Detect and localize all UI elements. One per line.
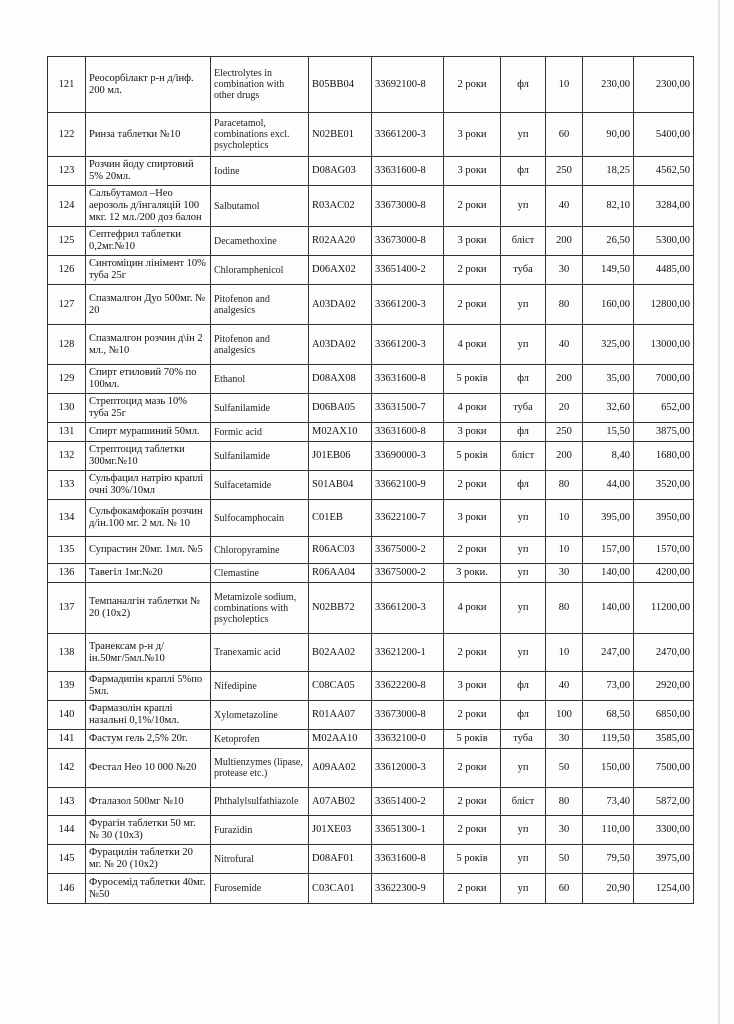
quantity-cell: 200	[546, 227, 583, 256]
inn-name-cell: Nifedipine	[211, 672, 309, 701]
inn-name-cell: Electrolytes in combination with other drugs	[211, 57, 309, 113]
row-number-cell: 132	[48, 442, 86, 471]
table-row	[48, 583, 694, 634]
dk-code-cell: 33661200-3	[372, 113, 444, 157]
row-number-cell: 139	[48, 672, 86, 701]
table-row	[48, 423, 694, 442]
table-row	[48, 365, 694, 394]
unit-cell: туба	[501, 256, 546, 285]
quantity-cell: 10	[546, 634, 583, 672]
medicine-name-cell: Розчин йоду спиртовий 5% 20мл.	[86, 157, 211, 186]
dk-code-cell: 33673000-8	[372, 227, 444, 256]
table-row	[48, 471, 694, 500]
atc-code-cell: M02AX10	[309, 423, 372, 442]
inn-name-cell: Chloramphenicol	[211, 256, 309, 285]
unit-price-cell: 68,50	[583, 701, 634, 730]
table-row	[48, 186, 694, 227]
total-sum-cell: 3875,00	[634, 423, 694, 442]
quantity-cell: 10	[546, 57, 583, 113]
table-row	[48, 256, 694, 285]
table-row	[48, 874, 694, 904]
atc-code-cell: J01XE03	[309, 816, 372, 845]
medicine-name-cell: Фармадипін краплі 5%по 5мл.	[86, 672, 211, 701]
table-body	[48, 57, 694, 904]
medicine-name-cell: Темпаналгін таблетки № 20 (10x2)	[86, 583, 211, 634]
unit-price-cell: 395,00	[583, 500, 634, 537]
quantity-cell: 80	[546, 285, 583, 325]
shelf-life-cell: 3 роки	[444, 672, 501, 701]
quantity-cell: 80	[546, 788, 583, 816]
table-row	[48, 701, 694, 730]
total-sum-cell: 13000,00	[634, 325, 694, 365]
shelf-life-cell: 2 роки	[444, 471, 501, 500]
row-number-cell: 141	[48, 730, 86, 749]
row-number-cell: 142	[48, 749, 86, 788]
inn-name-cell: Pitofenon and analgesics	[211, 325, 309, 365]
table-row	[48, 730, 694, 749]
dk-code-cell: 33661200-3	[372, 325, 444, 365]
table-row	[48, 113, 694, 157]
row-number-cell: 122	[48, 113, 86, 157]
table-row	[48, 500, 694, 537]
quantity-cell: 250	[546, 157, 583, 186]
row-number-cell: 140	[48, 701, 86, 730]
total-sum-cell: 1570,00	[634, 537, 694, 564]
unit-cell: фл	[501, 57, 546, 113]
unit-cell: уп	[501, 749, 546, 788]
atc-code-cell: R06AC03	[309, 537, 372, 564]
total-sum-cell: 11200,00	[634, 583, 694, 634]
row-number-cell: 143	[48, 788, 86, 816]
shelf-life-cell: 2 роки	[444, 634, 501, 672]
unit-cell: бліст	[501, 442, 546, 471]
inn-name-cell: Furosemide	[211, 874, 309, 904]
row-number-cell: 128	[48, 325, 86, 365]
shelf-life-cell: 4 роки	[444, 394, 501, 423]
total-sum-cell: 7500,00	[634, 749, 694, 788]
medicine-name-cell: Тавегіл 1мг.№20	[86, 564, 211, 583]
atc-code-cell: C08CA05	[309, 672, 372, 701]
unit-price-cell: 149,50	[583, 256, 634, 285]
inn-name-cell: Ethanol	[211, 365, 309, 394]
dk-code-cell: 33622300-9	[372, 874, 444, 904]
quantity-cell: 50	[546, 845, 583, 874]
unit-price-cell: 110,00	[583, 816, 634, 845]
inn-name-cell: Salbutamol	[211, 186, 309, 227]
unit-price-cell: 32,60	[583, 394, 634, 423]
dk-code-cell: 33651400-2	[372, 256, 444, 285]
shelf-life-cell: 3 роки	[444, 227, 501, 256]
total-sum-cell: 3975,00	[634, 845, 694, 874]
quantity-cell: 30	[546, 730, 583, 749]
dk-code-cell: 33622200-8	[372, 672, 444, 701]
medicine-name-cell: Фастум гель 2,5% 20г.	[86, 730, 211, 749]
table-row	[48, 788, 694, 816]
atc-code-cell: B02AA02	[309, 634, 372, 672]
table-row	[48, 57, 694, 113]
unit-price-cell: 44,00	[583, 471, 634, 500]
unit-price-cell: 325,00	[583, 325, 634, 365]
quantity-cell: 60	[546, 113, 583, 157]
row-number-cell: 126	[48, 256, 86, 285]
quantity-cell: 80	[546, 471, 583, 500]
dk-code-cell: 33631600-8	[372, 845, 444, 874]
total-sum-cell: 2920,00	[634, 672, 694, 701]
total-sum-cell: 652,00	[634, 394, 694, 423]
row-number-cell: 135	[48, 537, 86, 564]
atc-code-cell: A09AA02	[309, 749, 372, 788]
scan-edge-shadow	[718, 0, 720, 1024]
unit-price-cell: 73,00	[583, 672, 634, 701]
unit-cell: уп	[501, 285, 546, 325]
shelf-life-cell: 4 роки	[444, 583, 501, 634]
unit-price-cell: 20,90	[583, 874, 634, 904]
total-sum-cell: 5300,00	[634, 227, 694, 256]
total-sum-cell: 2300,00	[634, 57, 694, 113]
total-sum-cell: 5400,00	[634, 113, 694, 157]
medicine-name-cell: Реосорбілакт р-н д/інф. 200 мл.	[86, 57, 211, 113]
total-sum-cell: 4485,00	[634, 256, 694, 285]
medicine-name-cell: Сульфокамфокаїн розчин д/ін.100 мг. 2 мл. № 10	[86, 500, 211, 537]
unit-price-cell: 35,00	[583, 365, 634, 394]
quantity-cell: 10	[546, 537, 583, 564]
shelf-life-cell: 3 роки.	[444, 564, 501, 583]
inn-name-cell: Tranexamic acid	[211, 634, 309, 672]
atc-code-cell: S01AB04	[309, 471, 372, 500]
row-number-cell: 145	[48, 845, 86, 874]
row-number-cell: 121	[48, 57, 86, 113]
dk-code-cell: 33692100-8	[372, 57, 444, 113]
unit-cell: уп	[501, 186, 546, 227]
inn-name-cell: Chloropyramine	[211, 537, 309, 564]
table-row	[48, 325, 694, 365]
table-row	[48, 442, 694, 471]
dk-code-cell: 33673000-8	[372, 186, 444, 227]
row-number-cell: 134	[48, 500, 86, 537]
total-sum-cell: 4200,00	[634, 564, 694, 583]
unit-price-cell: 140,00	[583, 564, 634, 583]
row-number-cell: 127	[48, 285, 86, 325]
atc-code-cell: J01EB06	[309, 442, 372, 471]
atc-code-cell: M02AA10	[309, 730, 372, 749]
inn-name-cell: Metamizole sodium, combinations with psycholeptics	[211, 583, 309, 634]
table-row	[48, 749, 694, 788]
table-row	[48, 564, 694, 583]
unit-price-cell: 150,00	[583, 749, 634, 788]
unit-cell: фл	[501, 471, 546, 500]
atc-code-cell: A03DA02	[309, 325, 372, 365]
shelf-life-cell: 2 роки	[444, 788, 501, 816]
inn-name-cell: Iodine	[211, 157, 309, 186]
inn-name-cell: Sulfocamphocain	[211, 500, 309, 537]
atc-code-cell: R03AC02	[309, 186, 372, 227]
atc-code-cell: D08AX08	[309, 365, 372, 394]
shelf-life-cell: 3 роки	[444, 113, 501, 157]
quantity-cell: 80	[546, 583, 583, 634]
table-row	[48, 672, 694, 701]
unit-price-cell: 119,50	[583, 730, 634, 749]
inn-name-cell: Paracetamol, combinations excl. psycholeptics	[211, 113, 309, 157]
unit-cell: бліст	[501, 227, 546, 256]
inn-name-cell: Ketoprofen	[211, 730, 309, 749]
unit-cell: уп	[501, 583, 546, 634]
atc-code-cell: N02BB72	[309, 583, 372, 634]
unit-price-cell: 247,00	[583, 634, 634, 672]
dk-code-cell: 33612000-3	[372, 749, 444, 788]
unit-price-cell: 82,10	[583, 186, 634, 227]
total-sum-cell: 1680,00	[634, 442, 694, 471]
medicine-name-cell: Фуросемід таблетки 40мг.№50	[86, 874, 211, 904]
row-number-cell: 133	[48, 471, 86, 500]
dk-code-cell: 33622100-7	[372, 500, 444, 537]
medicine-name-cell: Фурагін таблетки 50 мг. № 30 (10x3)	[86, 816, 211, 845]
dk-code-cell: 33651400-2	[372, 788, 444, 816]
quantity-cell: 60	[546, 874, 583, 904]
quantity-cell: 20	[546, 394, 583, 423]
dk-code-cell: 33661200-3	[372, 285, 444, 325]
total-sum-cell: 3585,00	[634, 730, 694, 749]
unit-price-cell: 140,00	[583, 583, 634, 634]
table-row	[48, 845, 694, 874]
unit-cell: туба	[501, 394, 546, 423]
quantity-cell: 200	[546, 365, 583, 394]
dk-code-cell: 33675000-2	[372, 564, 444, 583]
shelf-life-cell: 3 роки	[444, 423, 501, 442]
row-number-cell: 131	[48, 423, 86, 442]
atc-code-cell: A07AB02	[309, 788, 372, 816]
unit-cell: уп	[501, 325, 546, 365]
medicine-name-cell: Ринза таблетки №10	[86, 113, 211, 157]
total-sum-cell: 4562,50	[634, 157, 694, 186]
row-number-cell: 136	[48, 564, 86, 583]
unit-cell: туба	[501, 730, 546, 749]
quantity-cell: 50	[546, 749, 583, 788]
quantity-cell: 30	[546, 816, 583, 845]
row-number-cell: 146	[48, 874, 86, 904]
atc-code-cell: C01EB	[309, 500, 372, 537]
unit-price-cell: 90,00	[583, 113, 634, 157]
unit-cell: уп	[501, 845, 546, 874]
inn-name-cell: Sulfacetamide	[211, 471, 309, 500]
inn-name-cell: Furazidin	[211, 816, 309, 845]
total-sum-cell: 2470,00	[634, 634, 694, 672]
atc-code-cell: B05BB04	[309, 57, 372, 113]
medicine-name-cell: Стрептоцид таблетки 300мг.№10	[86, 442, 211, 471]
shelf-life-cell: 5 років	[444, 845, 501, 874]
medicine-name-cell: Сульфацил натрію краплі очні 30%/10мл	[86, 471, 211, 500]
medicine-name-cell: Сальбутамол –Нео аерозоль д/інгаляцій 100 мкг. 12 мл./200 доз балон	[86, 186, 211, 227]
total-sum-cell: 3950,00	[634, 500, 694, 537]
inn-name-cell: Formic acid	[211, 423, 309, 442]
medicine-name-cell: Фурацилін таблетки 20 мг. № 20 (10x2)	[86, 845, 211, 874]
unit-cell: уп	[501, 816, 546, 845]
table-row	[48, 816, 694, 845]
inn-name-cell: Xylometazoline	[211, 701, 309, 730]
unit-cell: фл	[501, 365, 546, 394]
unit-price-cell: 26,50	[583, 227, 634, 256]
row-number-cell: 130	[48, 394, 86, 423]
quantity-cell: 30	[546, 256, 583, 285]
unit-cell: уп	[501, 874, 546, 904]
inn-name-cell: Clemastine	[211, 564, 309, 583]
table-row	[48, 285, 694, 325]
dk-code-cell: 33690000-3	[372, 442, 444, 471]
shelf-life-cell: 2 роки	[444, 701, 501, 730]
atc-code-cell: R01AA07	[309, 701, 372, 730]
shelf-life-cell: 5 років	[444, 365, 501, 394]
unit-cell: уп	[501, 537, 546, 564]
dk-code-cell: 33631600-8	[372, 157, 444, 186]
atc-code-cell: D06AX02	[309, 256, 372, 285]
total-sum-cell: 12800,00	[634, 285, 694, 325]
dk-code-cell: 33632100-0	[372, 730, 444, 749]
unit-price-cell: 160,00	[583, 285, 634, 325]
table-row	[48, 227, 694, 256]
inn-name-cell: Multienzymes (lipase, protease etc.)	[211, 749, 309, 788]
shelf-life-cell: 2 роки	[444, 57, 501, 113]
row-number-cell: 137	[48, 583, 86, 634]
shelf-life-cell: 2 роки	[444, 816, 501, 845]
medicine-name-cell: Спирт мурашиний 50мл.	[86, 423, 211, 442]
dk-code-cell: 33673000-8	[372, 701, 444, 730]
unit-cell: фл	[501, 701, 546, 730]
shelf-life-cell: 5 років	[444, 730, 501, 749]
quantity-cell: 100	[546, 701, 583, 730]
unit-cell: фл	[501, 157, 546, 186]
unit-price-cell: 230,00	[583, 57, 634, 113]
unit-price-cell: 15,50	[583, 423, 634, 442]
row-number-cell: 125	[48, 227, 86, 256]
dk-code-cell: 33661200-3	[372, 583, 444, 634]
quantity-cell: 40	[546, 672, 583, 701]
quantity-cell: 250	[546, 423, 583, 442]
unit-cell: уп	[501, 564, 546, 583]
inn-name-cell: Decamethoxine	[211, 227, 309, 256]
inn-name-cell: Nitrofural	[211, 845, 309, 874]
row-number-cell: 124	[48, 186, 86, 227]
quantity-cell: 10	[546, 500, 583, 537]
inn-name-cell: Sulfanilamide	[211, 394, 309, 423]
quantity-cell: 40	[546, 186, 583, 227]
atc-code-cell: C03CA01	[309, 874, 372, 904]
table-row	[48, 394, 694, 423]
dk-code-cell: 33651300-1	[372, 816, 444, 845]
atc-code-cell: D08AF01	[309, 845, 372, 874]
inn-name-cell: Pitofenon and analgesics	[211, 285, 309, 325]
quantity-cell: 30	[546, 564, 583, 583]
row-number-cell: 144	[48, 816, 86, 845]
table-row	[48, 537, 694, 564]
unit-price-cell: 18,25	[583, 157, 634, 186]
medicine-name-cell: Спазмалгон Дуо 500мг. № 20	[86, 285, 211, 325]
shelf-life-cell: 4 роки	[444, 325, 501, 365]
atc-code-cell: A03DA02	[309, 285, 372, 325]
unit-cell: фл	[501, 672, 546, 701]
unit-price-cell: 79,50	[583, 845, 634, 874]
shelf-life-cell: 2 роки	[444, 749, 501, 788]
atc-code-cell: D08AG03	[309, 157, 372, 186]
medicine-name-cell: Фармазолін краплі назальні 0,1%/10мл.	[86, 701, 211, 730]
medicine-name-cell: Спирт етиловий 70% по 100мл.	[86, 365, 211, 394]
medicines-table	[47, 56, 694, 904]
row-number-cell: 129	[48, 365, 86, 394]
unit-cell: фл	[501, 423, 546, 442]
inn-name-cell: Sulfanilamide	[211, 442, 309, 471]
shelf-life-cell: 2 роки	[444, 186, 501, 227]
dk-code-cell: 33631500-7	[372, 394, 444, 423]
shelf-life-cell: 2 роки	[444, 874, 501, 904]
inn-name-cell: Phthalylsulfathiazole	[211, 788, 309, 816]
unit-cell: уп	[501, 500, 546, 537]
table-row	[48, 634, 694, 672]
medicine-name-cell: Септефрил таблетки 0,2мг.№10	[86, 227, 211, 256]
total-sum-cell: 3300,00	[634, 816, 694, 845]
unit-cell: уп	[501, 634, 546, 672]
medicine-name-cell: Фталазол 500мг №10	[86, 788, 211, 816]
total-sum-cell: 3284,00	[634, 186, 694, 227]
dk-code-cell: 33675000-2	[372, 537, 444, 564]
medicine-name-cell: Супрастин 20мг. 1мл. №5	[86, 537, 211, 564]
unit-price-cell: 8,40	[583, 442, 634, 471]
quantity-cell: 40	[546, 325, 583, 365]
medicine-name-cell: Стрептоцид мазь 10% туба 25г	[86, 394, 211, 423]
total-sum-cell: 6850,00	[634, 701, 694, 730]
total-sum-cell: 3520,00	[634, 471, 694, 500]
dk-code-cell: 33631600-8	[372, 423, 444, 442]
shelf-life-cell: 3 роки	[444, 500, 501, 537]
unit-cell: бліст	[501, 788, 546, 816]
dk-code-cell: 33621200-1	[372, 634, 444, 672]
dk-code-cell: 33662100-9	[372, 471, 444, 500]
medicine-name-cell: Транексам р-н д/ін.50мг/5мл.№10	[86, 634, 211, 672]
shelf-life-cell: 3 роки	[444, 157, 501, 186]
table-row	[48, 157, 694, 186]
unit-price-cell: 157,00	[583, 537, 634, 564]
atc-code-cell: R02AA20	[309, 227, 372, 256]
medicine-name-cell: Спазмалгон розчин д\ін 2 мл., №10	[86, 325, 211, 365]
row-number-cell: 138	[48, 634, 86, 672]
medicine-name-cell: Фестал Нео 10 000 №20	[86, 749, 211, 788]
total-sum-cell: 1254,00	[634, 874, 694, 904]
quantity-cell: 200	[546, 442, 583, 471]
row-number-cell: 123	[48, 157, 86, 186]
total-sum-cell: 5872,00	[634, 788, 694, 816]
atc-code-cell: N02BE01	[309, 113, 372, 157]
medicine-name-cell: Синтоміцин лінімент 10% туба 25г	[86, 256, 211, 285]
shelf-life-cell: 5 років	[444, 442, 501, 471]
dk-code-cell: 33631600-8	[372, 365, 444, 394]
unit-price-cell: 73,40	[583, 788, 634, 816]
shelf-life-cell: 2 роки	[444, 256, 501, 285]
unit-cell: уп	[501, 113, 546, 157]
shelf-life-cell: 2 роки	[444, 285, 501, 325]
shelf-life-cell: 2 роки	[444, 537, 501, 564]
atc-code-cell: R06AA04	[309, 564, 372, 583]
total-sum-cell: 7000,00	[634, 365, 694, 394]
atc-code-cell: D06BA05	[309, 394, 372, 423]
